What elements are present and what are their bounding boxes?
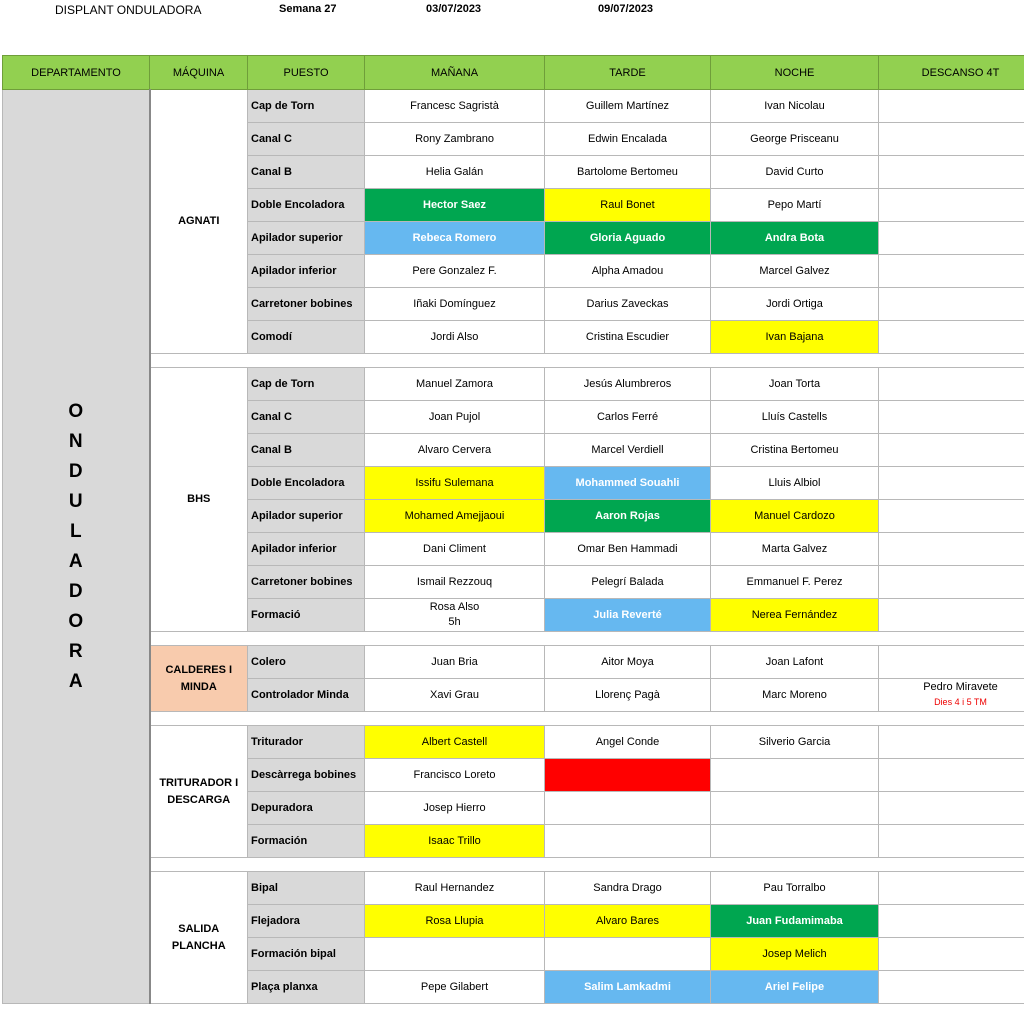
descanso-cell[interactable] bbox=[879, 971, 1024, 1004]
puesto-cell: Cap de Torn bbox=[248, 90, 365, 123]
shift-cell[interactable]: Mohammed Souahli bbox=[545, 467, 711, 500]
shift-cell[interactable] bbox=[545, 759, 711, 792]
shift-cell[interactable]: Guillem Martínez bbox=[545, 90, 711, 123]
descanso-cell[interactable] bbox=[879, 646, 1024, 679]
shift-cell[interactable]: Ivan Nicolau bbox=[711, 90, 879, 123]
shift-cell[interactable]: Rony Zambrano bbox=[365, 123, 545, 156]
col-tarde: TARDE bbox=[545, 56, 711, 90]
shift-cell[interactable]: Marcel Verdiell bbox=[545, 434, 711, 467]
shift-cell[interactable]: Dani Climent bbox=[365, 533, 545, 566]
shift-cell[interactable]: Hector Saez bbox=[365, 189, 545, 222]
spacer-row bbox=[3, 632, 1024, 646]
shift-cell[interactable] bbox=[365, 938, 545, 971]
descanso-cell[interactable] bbox=[879, 500, 1024, 533]
col-noche: NOCHE bbox=[711, 56, 879, 90]
shift-cell[interactable]: Omar Ben Hammadi bbox=[545, 533, 711, 566]
descanso-cell[interactable] bbox=[879, 825, 1024, 858]
shift-cell[interactable]: Joan Pujol bbox=[365, 401, 545, 434]
shift-cell[interactable]: Josep Melich bbox=[711, 938, 879, 971]
shift-cell[interactable]: Joan Lafont bbox=[711, 646, 879, 679]
puesto-cell: Flejadora bbox=[248, 905, 365, 938]
shift-cell[interactable]: Rosa Llupia bbox=[365, 905, 545, 938]
shift-cell[interactable]: Raul Hernandez bbox=[365, 872, 545, 905]
descanso-cell[interactable] bbox=[879, 726, 1024, 759]
spacer-row bbox=[3, 712, 1024, 726]
shift-cell[interactable]: Angel Conde bbox=[545, 726, 711, 759]
descanso-cell[interactable]: Pedro Miravete Dies 4 i 5 TM bbox=[879, 679, 1024, 712]
shift-cell[interactable]: Llorenç Pagà bbox=[545, 679, 711, 712]
shift-cell[interactable]: Xavi Grau bbox=[365, 679, 545, 712]
shift-cell[interactable]: Albert Castell bbox=[365, 726, 545, 759]
spacer-row bbox=[3, 354, 1024, 368]
machine-calderes: CALDERES I MINDA bbox=[150, 646, 248, 712]
puesto-cell: Carretoner bobines bbox=[248, 288, 365, 321]
puesto-cell: Formació bbox=[248, 599, 365, 632]
puesto-cell: Cap de Torn bbox=[248, 368, 365, 401]
shift-cell[interactable]: Pepe Gilabert bbox=[365, 971, 545, 1004]
puesto-cell: Apilador inferior bbox=[248, 255, 365, 288]
machine-bhs: BHS bbox=[150, 368, 248, 632]
shift-cell[interactable] bbox=[711, 792, 879, 825]
descanso-note: Dies 4 i 5 TM bbox=[934, 697, 987, 707]
shift-cell[interactable] bbox=[545, 938, 711, 971]
shift-cell[interactable]: Rosa Also 5h bbox=[365, 599, 545, 632]
descanso-cell[interactable] bbox=[879, 368, 1024, 401]
shift-cell[interactable]: Edwin Encalada bbox=[545, 123, 711, 156]
col-descanso: DESCANSO 4T bbox=[879, 56, 1024, 90]
shift-cell[interactable]: Ivan Bajana bbox=[711, 321, 879, 354]
descanso-cell[interactable] bbox=[879, 467, 1024, 500]
descanso-cell[interactable] bbox=[879, 905, 1024, 938]
puesto-cell: Doble Encoladora bbox=[248, 189, 365, 222]
date-to: 09/07/2023 bbox=[598, 3, 654, 15]
shift-cell[interactable]: Cristina Bertomeu bbox=[711, 434, 879, 467]
puesto-cell: Doble Encoladora bbox=[248, 467, 365, 500]
department-cell bbox=[3, 90, 150, 1004]
shift-cell[interactable]: Aaron Rojas bbox=[545, 500, 711, 533]
puesto-cell: Carretoner bobines bbox=[248, 566, 365, 599]
col-maquina: MÁQUINA bbox=[150, 56, 248, 90]
puesto-cell: Controlador Minda bbox=[248, 679, 365, 712]
puesto-cell: Canal C bbox=[248, 123, 365, 156]
shift-cell[interactable] bbox=[545, 792, 711, 825]
shift-cell[interactable]: Carlos Ferré bbox=[545, 401, 711, 434]
shift-cell[interactable]: Andra Bota bbox=[711, 222, 879, 255]
puesto-cell: Apilador inferior bbox=[248, 533, 365, 566]
puesto-cell: Colero bbox=[248, 646, 365, 679]
puesto-cell: Canal C bbox=[248, 401, 365, 434]
shift-cell[interactable]: Marta Galvez bbox=[711, 533, 879, 566]
shift-cell[interactable]: Manuel Cardozo bbox=[711, 500, 879, 533]
shift-cell[interactable]: Juan Bria bbox=[365, 646, 545, 679]
descanso-cell[interactable] bbox=[879, 222, 1024, 255]
column-header-row bbox=[3, 56, 1024, 90]
descanso-cell[interactable] bbox=[879, 90, 1024, 123]
puesto-cell: Bipal bbox=[248, 872, 365, 905]
shift-cell[interactable]: Julia Reverté bbox=[545, 599, 711, 632]
descanso-cell[interactable] bbox=[879, 401, 1024, 434]
shift-cell[interactable]: Marc Moreno bbox=[711, 679, 879, 712]
descanso-cell[interactable] bbox=[879, 566, 1024, 599]
shift-cell[interactable]: Alvaro Bares bbox=[545, 905, 711, 938]
descanso-cell[interactable] bbox=[879, 288, 1024, 321]
shift-cell[interactable]: Juan Fudamimaba bbox=[711, 905, 879, 938]
descanso-cell[interactable] bbox=[879, 156, 1024, 189]
descanso-cell[interactable] bbox=[879, 872, 1024, 905]
shift-cell[interactable]: Emmanuel F. Perez bbox=[711, 566, 879, 599]
shift-cell[interactable]: Nerea Fernández bbox=[711, 599, 879, 632]
puesto-cell: Canal B bbox=[248, 434, 365, 467]
shift-cell[interactable]: Ariel Felipe bbox=[711, 971, 879, 1004]
puesto-cell: Depuradora bbox=[248, 792, 365, 825]
sheet-title: DISPLANT ONDULADORA bbox=[55, 3, 202, 17]
shift-cell[interactable]: Silverio Garcia bbox=[711, 726, 879, 759]
shift-cell[interactable]: Pepo Martí bbox=[711, 189, 879, 222]
descanso-cell[interactable] bbox=[879, 123, 1024, 156]
puesto-cell: Apilador superior bbox=[248, 222, 365, 255]
shift-cell[interactable]: Lluís Castells bbox=[711, 401, 879, 434]
puesto-cell: Triturador bbox=[248, 726, 365, 759]
date-from: 03/07/2023 bbox=[426, 3, 482, 15]
shift-cell[interactable]: Alvaro Cervera bbox=[365, 434, 545, 467]
table-row bbox=[3, 872, 1024, 905]
shift-cell[interactable]: Iñaki Domínguez bbox=[365, 288, 545, 321]
shift-cell[interactable]: Issifu Sulemana bbox=[365, 467, 545, 500]
machine-triturador: TRITURADOR I DESCARGA bbox=[150, 726, 248, 858]
shift-cell[interactable]: Francisco Loreto bbox=[365, 759, 545, 792]
machine-agnati: AGNATI bbox=[150, 90, 248, 354]
descanso-cell[interactable] bbox=[879, 599, 1024, 632]
shift-cell[interactable]: Isaac Trillo bbox=[365, 825, 545, 858]
shift-cell[interactable]: Francesc Sagristà bbox=[365, 90, 545, 123]
shift-cell[interactable]: George Prisceanu bbox=[711, 123, 879, 156]
descanso-cell[interactable] bbox=[879, 434, 1024, 467]
spacer-row bbox=[3, 858, 1024, 872]
table-row bbox=[3, 646, 1024, 679]
puesto-cell: Formación bipal bbox=[248, 938, 365, 971]
schedule-table bbox=[2, 55, 1024, 1004]
col-departamento: DEPARTAMENTO bbox=[3, 56, 150, 90]
puesto-cell: Formación bbox=[248, 825, 365, 858]
shift-cell[interactable]: Jordi Also bbox=[365, 321, 545, 354]
shift-cell[interactable]: Jesús Alumbreros bbox=[545, 368, 711, 401]
shift-cell[interactable]: Gloria Aguado bbox=[545, 222, 711, 255]
shift-cell[interactable]: Marcel Galvez bbox=[711, 255, 879, 288]
shift-cell[interactable]: Josep Hierro bbox=[365, 792, 545, 825]
shift-cell[interactable] bbox=[711, 759, 879, 792]
shift-cell[interactable]: Manuel Zamora bbox=[365, 368, 545, 401]
descanso-cell[interactable] bbox=[879, 938, 1024, 971]
shift-cell[interactable]: Jordi Ortiga bbox=[711, 288, 879, 321]
shift-cell[interactable]: Pelegrí Balada bbox=[545, 566, 711, 599]
shift-cell[interactable]: Mohamed Amejjaoui bbox=[365, 500, 545, 533]
col-manana: MAÑANA bbox=[365, 56, 545, 90]
shift-cell[interactable]: Lluis Albiol bbox=[711, 467, 879, 500]
descanso-cell[interactable] bbox=[879, 792, 1024, 825]
shift-cell[interactable]: Bartolome Bertomeu bbox=[545, 156, 711, 189]
descanso-cell[interactable] bbox=[879, 321, 1024, 354]
shift-cell[interactable]: David Curto bbox=[711, 156, 879, 189]
shift-cell[interactable]: Cristina Escudier bbox=[545, 321, 711, 354]
table-row bbox=[3, 726, 1024, 759]
shift-cell[interactable]: Joan Torta bbox=[711, 368, 879, 401]
descanso-cell[interactable] bbox=[879, 189, 1024, 222]
table-row bbox=[3, 368, 1024, 401]
shift-cell[interactable]: Ismail Rezzouq bbox=[365, 566, 545, 599]
descanso-cell[interactable] bbox=[879, 759, 1024, 792]
shift-cell[interactable]: Pau Torralbo bbox=[711, 872, 879, 905]
puesto-cell: Descàrrega bobines bbox=[248, 759, 365, 792]
department-name: O N D U L A D O R A bbox=[68, 400, 84, 692]
puesto-cell: Canal B bbox=[248, 156, 365, 189]
shift-cell[interactable]: Salim Lamkadmi bbox=[545, 971, 711, 1004]
puesto-cell: Plaça planxa bbox=[248, 971, 365, 1004]
week-label: Semana 27 bbox=[279, 3, 337, 15]
shift-cell[interactable]: Raul Bonet bbox=[545, 189, 711, 222]
descanso-cell[interactable] bbox=[879, 533, 1024, 566]
table-row bbox=[3, 90, 1024, 123]
puesto-cell: Comodí bbox=[248, 321, 365, 354]
machine-salida: SALIDA PLANCHA bbox=[150, 872, 248, 1004]
shift-cell[interactable] bbox=[545, 825, 711, 858]
puesto-cell: Apilador superior bbox=[248, 500, 365, 533]
col-puesto: PUESTO bbox=[248, 56, 365, 90]
shift-cell[interactable]: Helia Galán bbox=[365, 156, 545, 189]
shift-cell[interactable]: Darius Zaveckas bbox=[545, 288, 711, 321]
shift-cell[interactable]: Aitor Moya bbox=[545, 646, 711, 679]
shift-cell[interactable]: Rebeca Romero bbox=[365, 222, 545, 255]
shift-cell[interactable] bbox=[711, 825, 879, 858]
shift-cell[interactable]: Pere Gonzalez F. bbox=[365, 255, 545, 288]
shift-cell[interactable]: Sandra Drago bbox=[545, 872, 711, 905]
shift-cell[interactable]: Alpha Amadou bbox=[545, 255, 711, 288]
descanso-cell[interactable] bbox=[879, 255, 1024, 288]
